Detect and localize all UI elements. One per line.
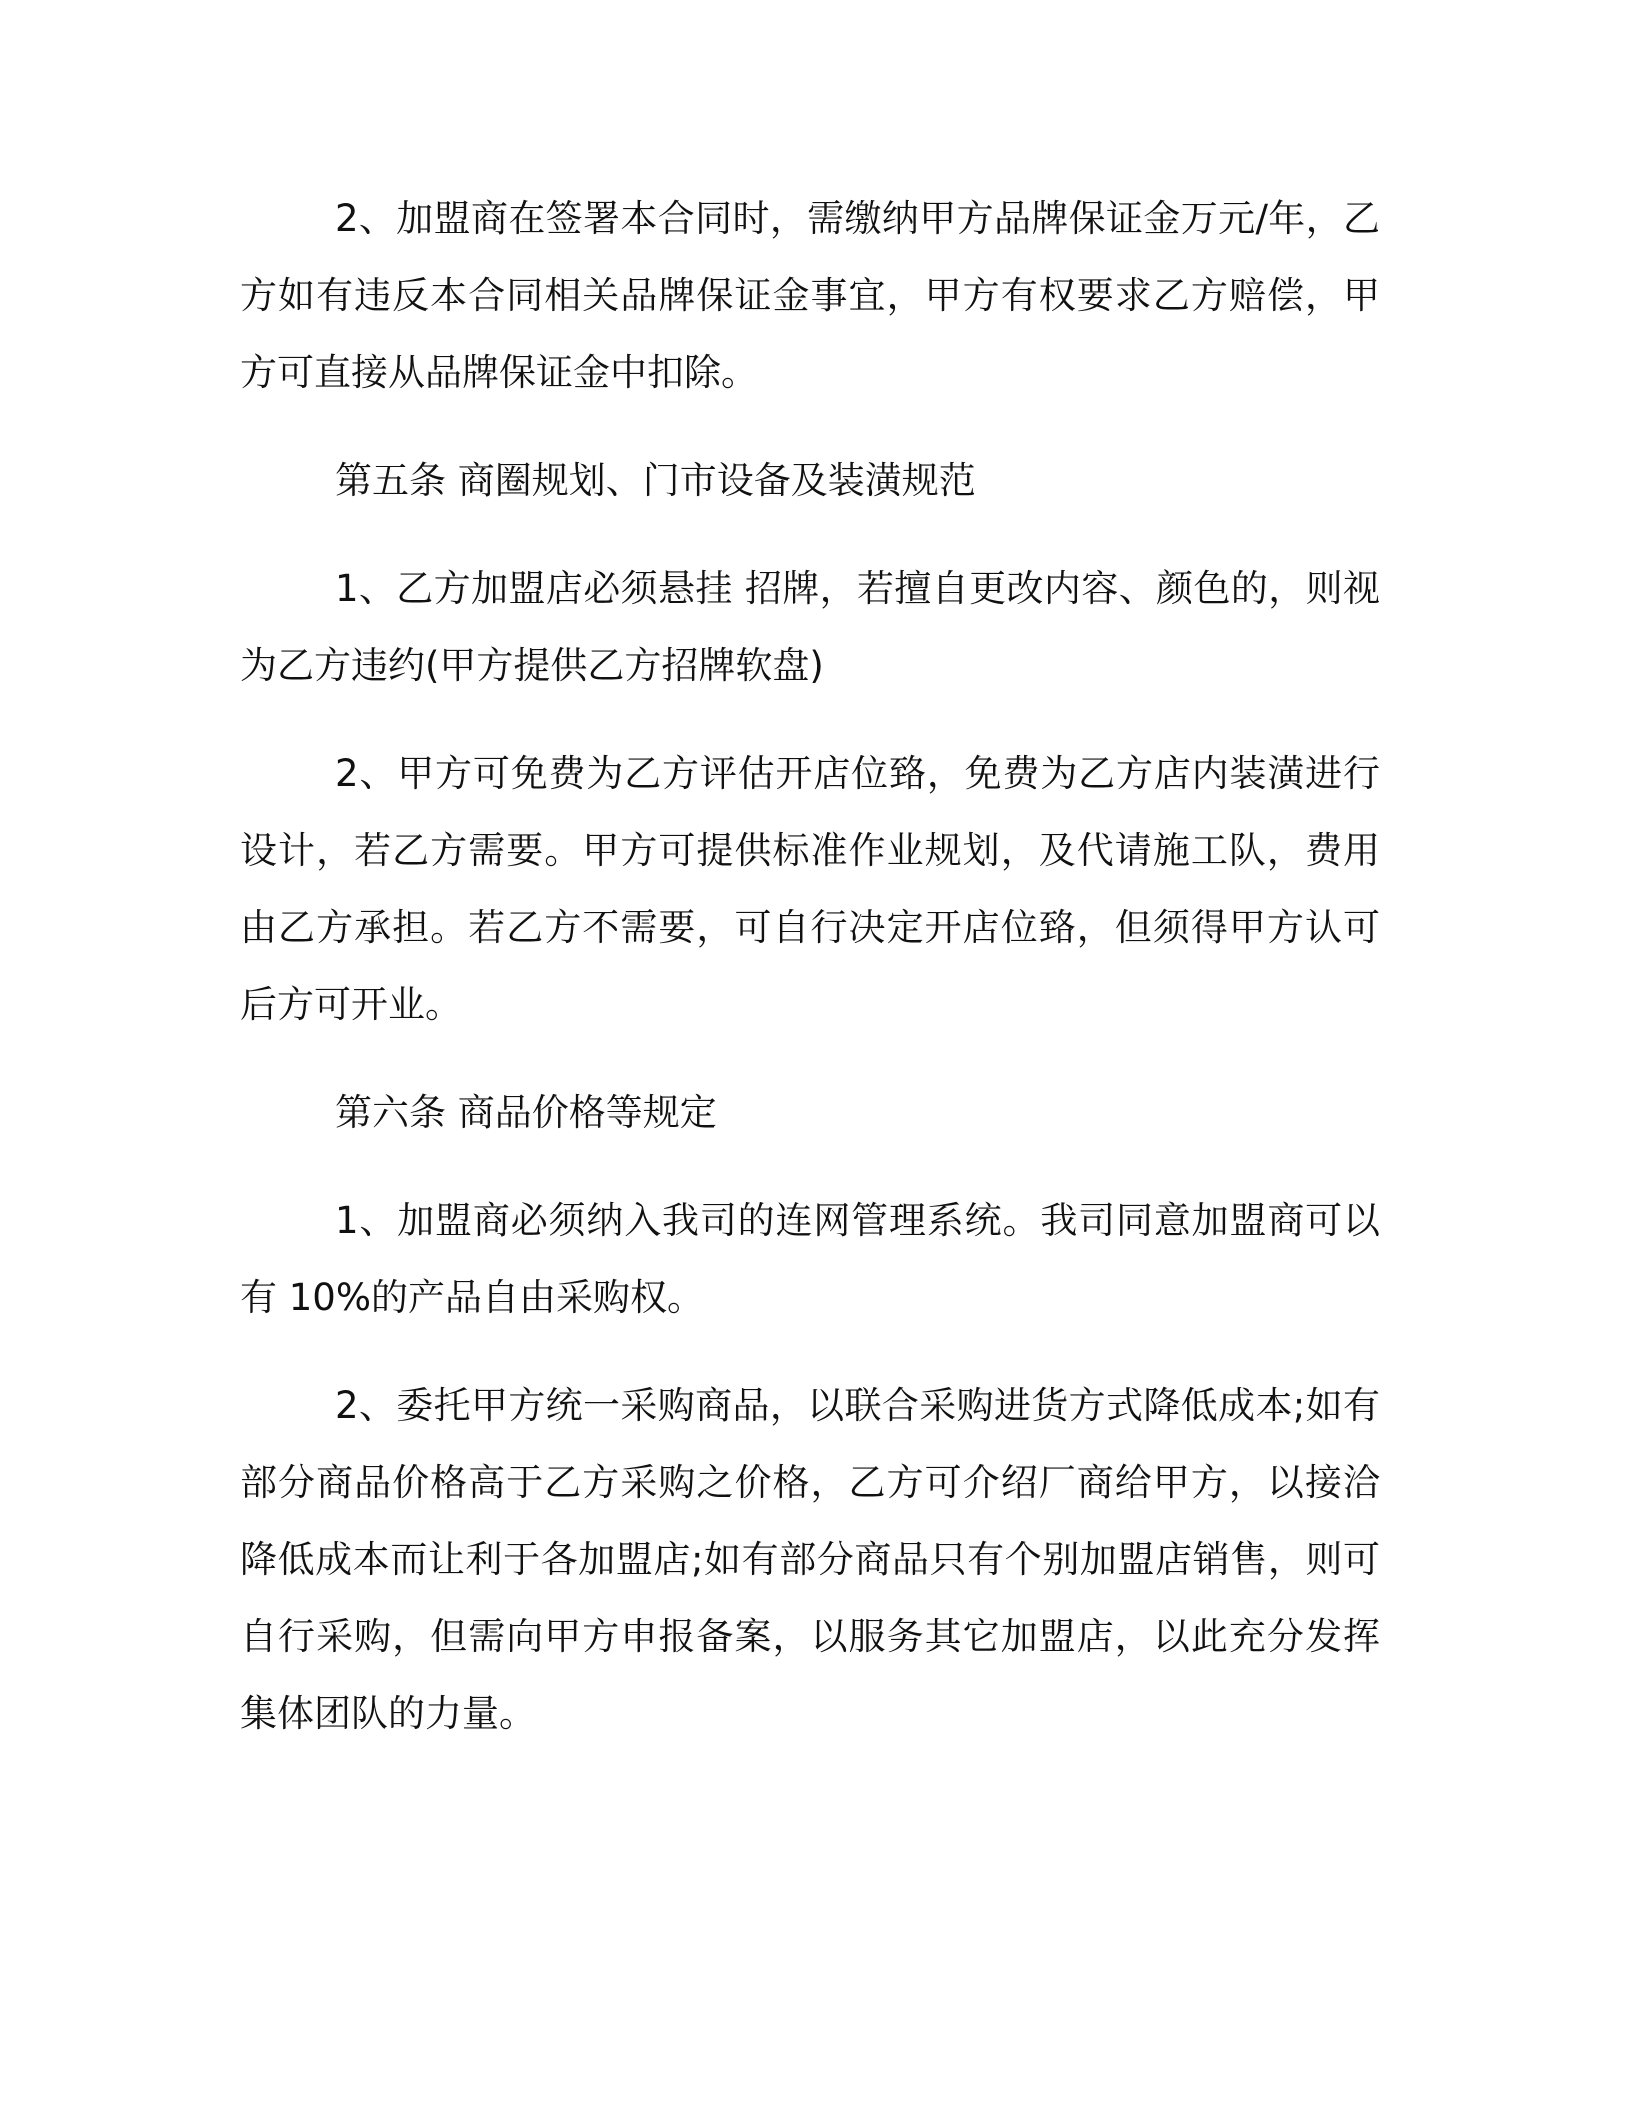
paragraph-signboard: 1、乙方加盟店必须悬挂 招牌，若擅自更改内容、颜色的，则视为乙方违约(甲方提供乙方招牌软盘) — [240, 567, 1380, 687]
heading-article-6: 第六条 商品价格等规定 — [335, 1091, 717, 1134]
heading-article-5: 第五条 商圈规划、门市设备及装潢规范 — [335, 459, 976, 502]
document-body — [240, 180, 1380, 1783]
paragraph-deposit: 2、加盟商在签署本合同时，需缴纳甲方品牌保证金万元/年，乙方如有违反本合同相关品牌保证金事宜，甲方有权要求乙方赔偿，甲方可直接从品牌保证金中扣除。 — [240, 197, 1380, 394]
paragraph-network-system: 1、加盟商必须纳入我司的连网管理系统。我司同意加盟商可以有 10%的产品自由采购权。 — [240, 1199, 1380, 1319]
paragraph-store-location: 2、甲方可免费为乙方评估开店位臵，免费为乙方店内装潢进行设计，若乙方需要。甲方可提供标准作业规划，及代请施工队，费用由乙方承担。若乙方不需要，可自行决定开店位臵，但须得甲方认可后方可开业。 — [240, 752, 1380, 1026]
paragraph-unified-purchasing: 2、委托甲方统一采购商品，以联合采购进货方式降低成本;如有部分商品价格高于乙方采购之价格，乙方可介绍厂商给甲方，以接洽降低成本而让利于各加盟店;如有部分商品只有个别加盟店销售，则可自行采购，但需向甲方申报备案，以服务其它加盟店，以此充分发挥集体团队的力量。 — [240, 1384, 1380, 1735]
